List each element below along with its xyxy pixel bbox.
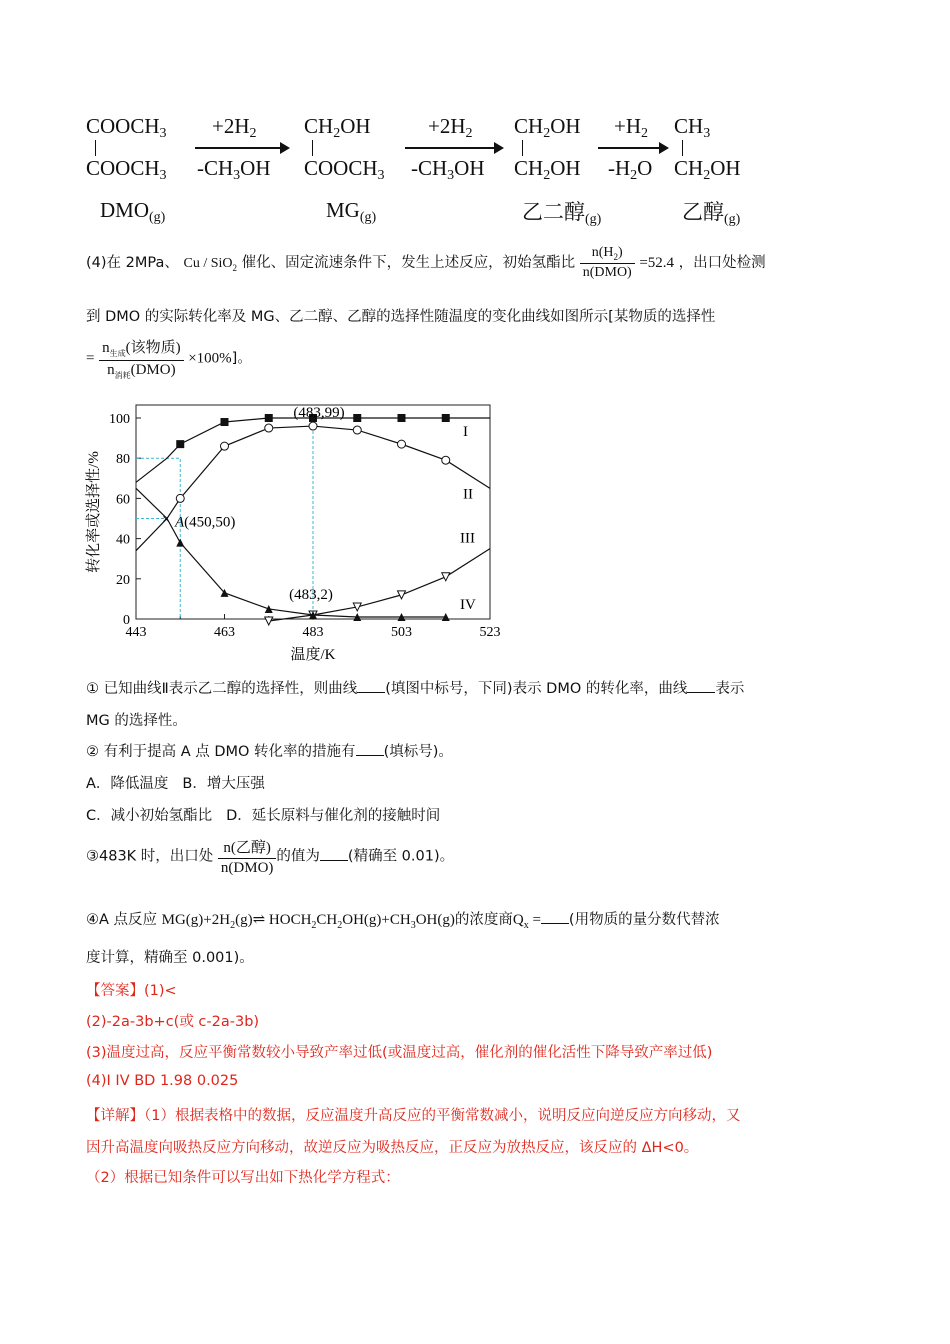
selectivity-formula: = $\frac{n_{生成}(该物质)}{n_{消耗}(DMO)}$ ×100%]。 [86,336,252,381]
option-c: C．减小初始氢酯比 [86,808,213,824]
series-III-point [398,591,406,599]
label-ethylene-glycol: 乙二醇$_{(g)}$ [522,200,602,227]
x-tick-label: 523 [479,625,501,640]
arrow1 [195,147,283,149]
series-I-point [353,414,361,422]
y-tick-label: 20 [116,572,130,588]
dmo-bottom: $COOCH_3$ [86,156,167,183]
series-IV-point [176,539,184,547]
y-tick-label: 0 [123,613,130,628]
q3: ③483K 时，出口处 $\frac{\text{n(乙醇)}}{\text{n(DMO)}}$ 的值为 (精确至 0.01)。 [86,836,454,877]
series-II-point [265,424,273,432]
series-I-point [398,414,406,422]
annotation-483-2: (483,2) [289,586,333,603]
series-label-I: I [463,424,468,441]
series-label-III: III [460,530,475,547]
ratio-value: =52.4 [639,254,675,271]
blank [320,848,348,861]
label-mg: $MG_{(g)}$ [326,198,377,225]
eg-top: $CH_2OH$ [514,114,581,141]
q4-intro-c: ，出口处检测 [678,254,766,271]
q1-cont: MG 的选择性。 [86,713,187,729]
arrow3 [598,147,662,149]
annotation-A [174,515,235,531]
series-label-II: II [463,486,473,503]
blank [356,743,384,756]
arrow1-head [280,142,290,154]
x-tick-label: 463 [214,625,235,640]
series-label-IV: IV [460,596,476,613]
annotation-A-coords: (450,50) [184,514,236,531]
arrow2-bottom: $-CH_3OH$ [411,156,485,183]
y-tick-label: 100 [109,412,130,427]
mg-bottom: $COOCH_3$ [304,156,385,183]
selectivity-chart [80,398,520,670]
q2-options-ab [86,772,265,793]
answer-tag: 【答案】(1)< [86,983,177,999]
q4-intro [86,245,766,281]
y-tick-label: 60 [116,492,130,508]
q4-line2: 到 DMO 的实际转化率及 MG、乙二醇、乙醇的选择性随温度的变化曲线如图所示[某物质的选择性 [86,309,716,325]
q4-intro-b: 催化、固定流速条件下，发生上述反应，初始氢酯比 [241,254,576,271]
label-ethanol: 乙醇$_{(g)}$ [682,200,741,227]
bond-line [312,140,313,156]
detail-2: 因升高温度向吸热反应方向移动，故逆反应为吸热反应，正反应为放热反应，该反应的 ΔH<0。 [86,1140,699,1156]
x-tick-label: 443 [125,625,147,640]
ethanol-bottom: $CH_2OH$ [674,156,741,183]
blank [687,680,715,693]
annotation-483-99: (483,99) [293,405,345,421]
option-b: B．增大压强 [182,776,265,792]
arrow2 [405,147,497,149]
arrow3-head [659,142,669,154]
y-axis-label: 转化率或选择性/% [86,451,102,573]
y-tick-label: 40 [116,532,130,548]
q1: ① 已知曲线Ⅱ表示乙二醇的选择性，则曲线 (填图中标号，下同)表示 DMO 的转化率，曲线 表示 [86,681,745,697]
series-II-point [442,456,450,464]
dmo-top: $COOCH_3$ [86,114,167,141]
bond-line [682,140,683,156]
q2-options-cd [86,804,440,825]
x-axis-label: 温度/K [290,647,336,663]
arrow2-head [494,142,504,154]
series-II-point [398,440,406,448]
series-III-line [269,549,490,621]
catalyst: Cu / SiO$_2$ [183,255,237,273]
x-tick-label: 503 [391,625,412,640]
x-tick-label: 483 [302,625,324,640]
annotation-A-letter: A [174,514,185,531]
answer-3: (3)温度过高，反应平衡常数较小导致产率过低(或温度过高，催化剂的催化活性下降导致产率过低) [86,1045,713,1061]
blank [357,680,385,693]
series-I-point [265,414,273,422]
series-I-point [221,418,229,426]
series-II-point [353,426,361,434]
answer-4: (4)I IV BD 1.98 0.025 [86,1073,239,1089]
q4-sub: ④A 点反应 $MG(g)+2H_2(g)\rightleftharpoons$ $HOCH_2CH_2OH(g)+CH_3OH(g)$的浓度商$Q_x$ = (用物质的量分数代替浓 [86,912,720,931]
ethanol-top: $CH_3$ [674,114,711,141]
reaction-equation: $MG(g)+2H_2(g)\rightleftharpoons$ $HOCH_2CH_2OH(g)+CH_3OH(g)$ [161,912,455,931]
q4-sub-cont: 度计算，精确至 0.001)。 [86,950,254,966]
ratio-fraction: $\frac{n(H_2)}{\text{n(DMO)}}$ [580,245,635,281]
detail-1: 【详解】（1）根据表格中的数据，反应温度升高反应的平衡常数减小，说明反应向逆反应方向移动，又 [86,1108,741,1124]
arrow2-top: $+2H_2$ [428,114,473,141]
detail-3: （2）根据已知条件可以写出如下热化学方程式： [86,1170,400,1186]
y-tick-label: 80 [116,452,130,468]
blank [541,911,569,924]
arrow3-bottom: $-H_2O$ [608,156,653,183]
arrow1-top: $+2H_2$ [212,114,257,141]
series-II-point [176,494,184,502]
arrow3-top: $+H_2$ [614,114,649,141]
series-II-point [309,422,317,430]
mg-top: $CH_2OH$ [304,114,371,141]
q2: ② 有利于提高 A 点 DMO 转化率的措施有 (填标号)。 [86,744,453,760]
q4-intro-a: (4)在 2MPa、 [86,254,179,271]
series-I-point [176,440,184,448]
answer-2: (2)-2a-3b+c(或 c-2a-3b) [86,1014,260,1030]
bond-line [95,140,96,156]
point-a-mark: × [161,512,170,528]
guide-80 [136,458,180,619]
option-a: A．降低温度 [86,776,169,792]
bond-line [522,140,523,156]
series-II-point [221,442,229,450]
series-III-point [442,573,450,581]
series-I-point [442,414,450,422]
eg-bottom: $CH_2OH$ [514,156,581,183]
option-d: D．延长原料与催化剂的接触时间 [226,808,441,824]
arrow1-bottom: $-CH_3OH$ [197,156,271,183]
label-dmo: $DMO_{(g)}$ [100,198,166,225]
